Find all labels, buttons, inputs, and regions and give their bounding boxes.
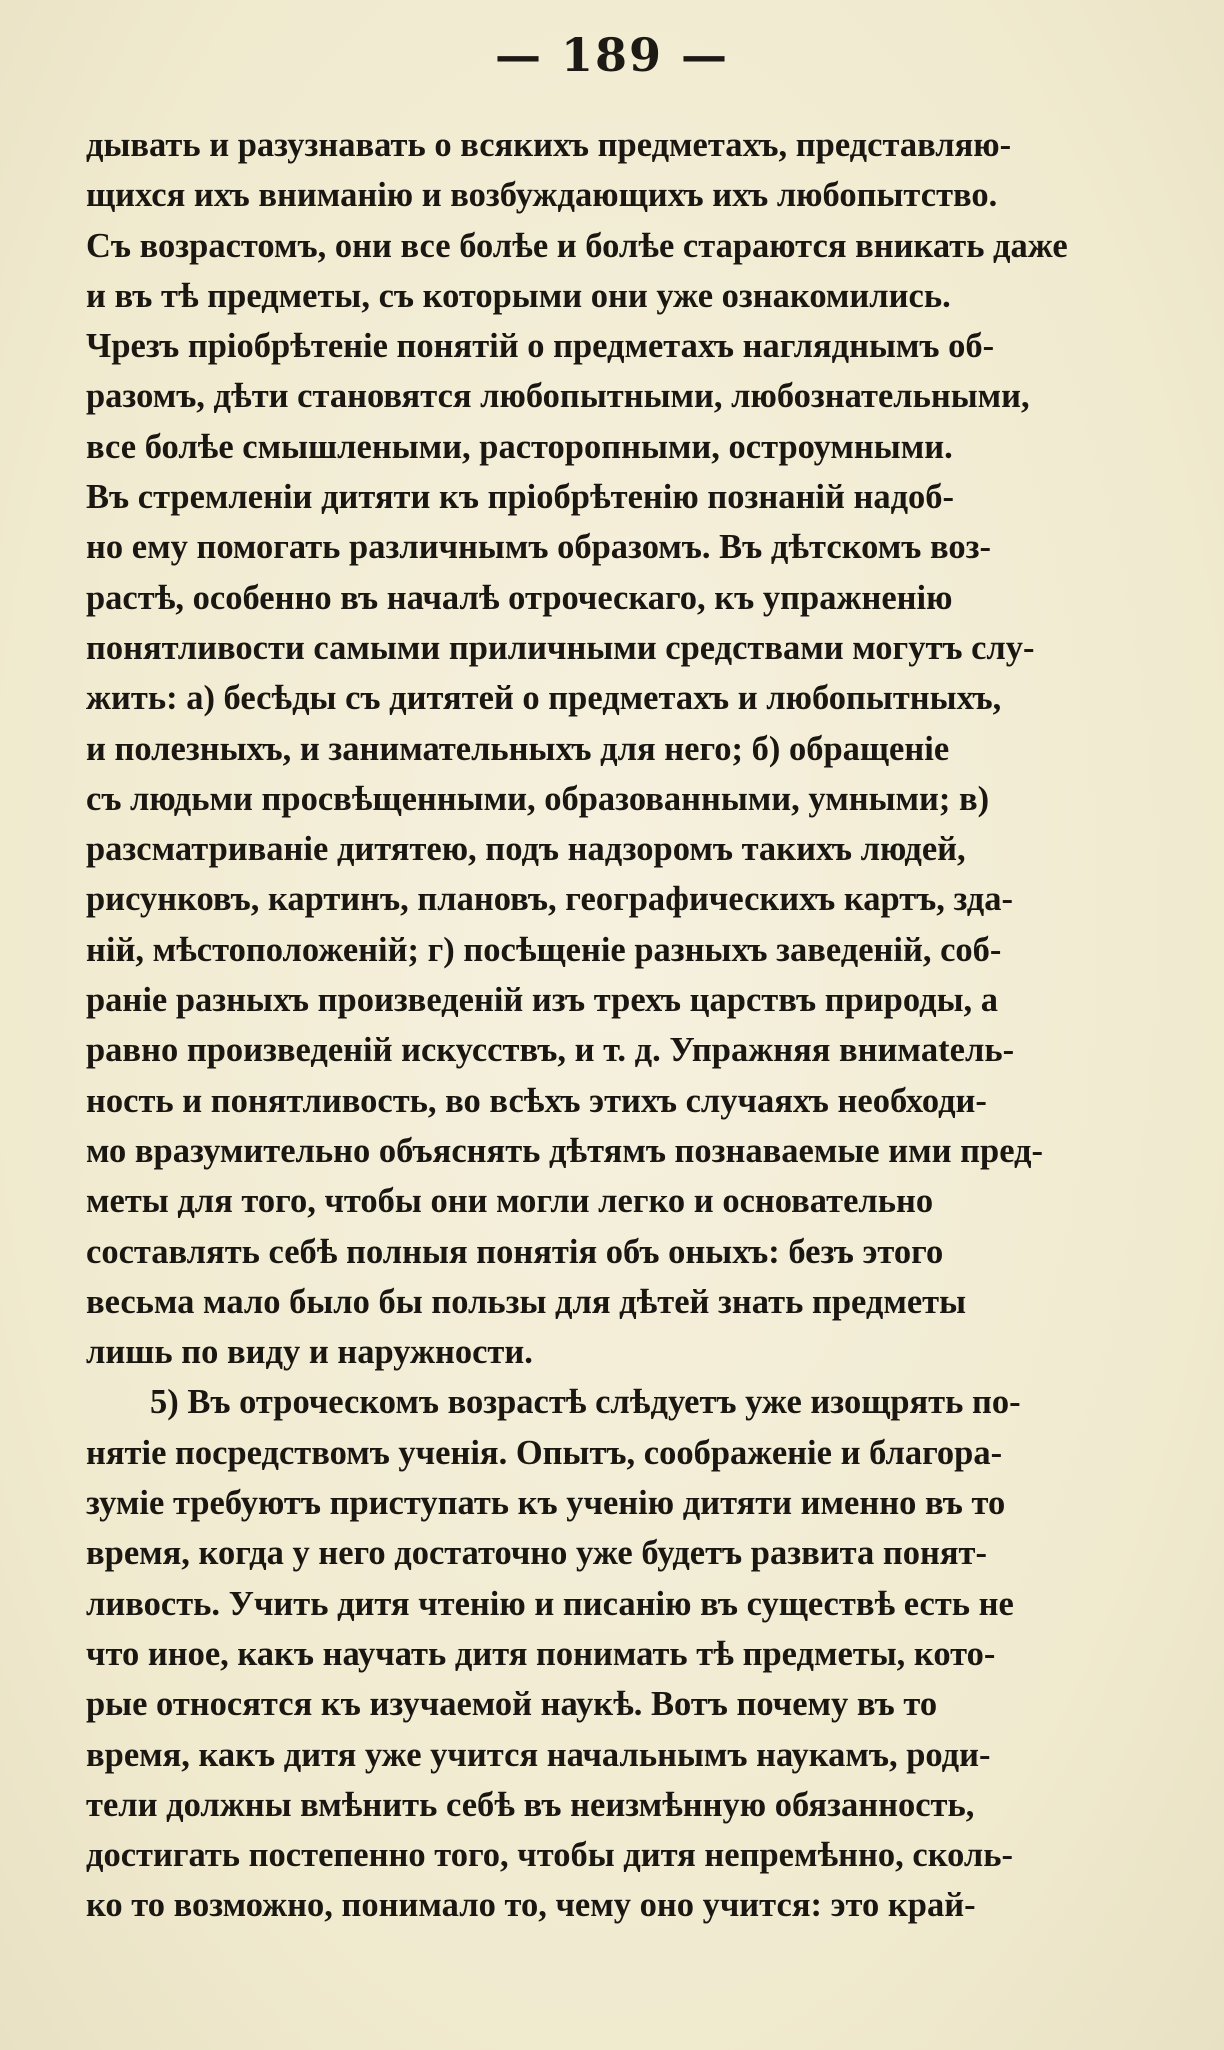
text-line: понятливости самыми приличными средствами могутъ слу- xyxy=(86,628,1035,667)
text-line: Въ стремленіи дитяти къ пріобрѣтенію познаній надоб- xyxy=(86,478,955,517)
body-text xyxy=(86,120,1186,1931)
text-line: достигать постепенно того, чтобы дитя непремѣнно, сколь- xyxy=(86,1836,1014,1875)
text-line: время, какъ дитя уже учится начальнымъ наукамъ, роди- xyxy=(86,1735,991,1774)
text-line: лишь по виду и наружности. xyxy=(86,1333,533,1372)
text-line: тели должны вмѣнить себѣ въ неизмѣнную обязанность, xyxy=(86,1785,975,1824)
text-line: растѣ, особенно въ началѣ отроческаго, къ упражненію xyxy=(86,578,953,617)
text-line: дывать и разузнавать о всякихъ предметахъ, представляю- xyxy=(86,126,1012,164)
text-line: равно произведеній искусствъ, и т. д. Упражняя внимatель- xyxy=(86,1031,1015,1070)
text-line: щихся ихъ вниманію и возбуждающихъ ихъ любопытство. xyxy=(86,176,998,215)
text-line: и въ тѣ предметы, съ которыми они уже ознакомились. xyxy=(86,276,951,315)
text-line: ній, мѣстоположеній; г) посѣщеніе разныхъ заведеній, соб- xyxy=(86,930,1002,969)
text-line: Чрезъ пріобрѣтеніе понятій о предметахъ нагляднымъ об- xyxy=(86,327,995,366)
text-line: ность и понятливость, во всѣхъ этихъ случаяхъ необходи- xyxy=(86,1081,987,1120)
paragraph-start-line: 5) Въ отроческомъ возрастѣ слѣдуетъ уже изощрять по- xyxy=(150,1383,1021,1422)
text-line: но ему помогать различнымъ образомъ. Въ дѣтскомъ воз- xyxy=(86,528,991,567)
page-number: — 189 — xyxy=(494,28,730,82)
text-line: мо вразумительно объяснять дѣтямъ познаваемые ими пред- xyxy=(86,1131,1043,1170)
text-line: съ людьми просвѣщенными, образованными, умными; в) xyxy=(86,779,990,818)
text-line: все болѣе смышлеными, расторопными, остроумными. xyxy=(86,427,953,466)
text-line: составлять себѣ полныя понятія объ оныхъ: безъ этого xyxy=(86,1232,944,1271)
text-line: и полезныхъ, и занимательныхъ для него; б) обращеніе xyxy=(86,729,950,768)
text-line: рые относятся къ изучаемой наукѣ. Вотъ почему въ то xyxy=(86,1685,938,1724)
text-line: рисунковъ, картинъ, плановъ, географическихъ картъ, зда- xyxy=(86,880,1013,919)
text-line: раніе разныхъ произведеній изъ трехъ царствъ природы, а xyxy=(86,981,999,1020)
text-line: меты для того, чтобы они могли легко и основательно xyxy=(86,1182,934,1221)
text-line: ко то возможно, понимало то, чему оно учится: это край- xyxy=(86,1886,976,1925)
text-line: ливость. Учить дитя чтенію и писанію въ существѣ есть не xyxy=(86,1584,1014,1623)
text-line: нятіе посредствомъ ученія. Опытъ, соображеніе и благора- xyxy=(86,1433,1003,1472)
text-line: разсматриваніе дитятею, подъ надзоромъ такихъ людей, xyxy=(86,830,966,869)
text-line: разомъ, дѣти становятся любопытными, любознательными, xyxy=(86,377,1030,416)
text-line: весьма мало было бы пользы для дѣтей знать предметы xyxy=(86,1282,967,1321)
text-line: Съ возрастомъ, они все болѣе и болѣе стараются вникать даже xyxy=(86,226,1068,265)
text-line: что иное, какъ научать дитя понимать тѣ предметы, кото- xyxy=(86,1634,996,1673)
text-line: время, когда у него достаточно уже будетъ развита понят- xyxy=(86,1534,987,1573)
text-line: жить: а) бесѣды съ дитятей о предметахъ и любопытныхъ, xyxy=(86,679,1002,718)
text-line: зуміе требуютъ приступать къ ученію дитяти именно въ то xyxy=(86,1484,1006,1523)
